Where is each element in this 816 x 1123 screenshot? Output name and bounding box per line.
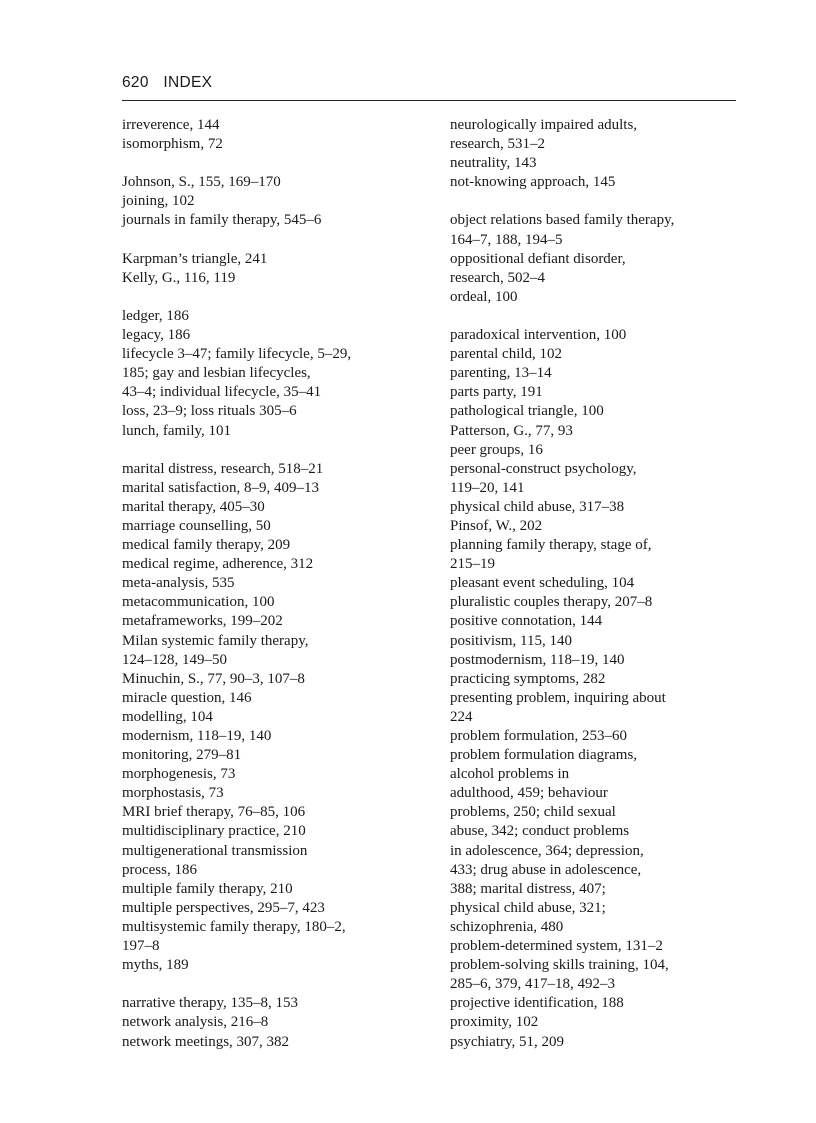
index-entry	[450, 536, 740, 574]
index-entry-text: problem-solving skills training, 104,	[450, 957, 669, 974]
index-entry	[122, 192, 422, 211]
index-entry-text: marital therapy, 405–30	[122, 498, 265, 515]
index-entry	[122, 670, 422, 689]
letter-group-gap	[122, 441, 422, 460]
index-entry-text: modelling, 104	[122, 708, 213, 725]
index-entry-continuation: 43–4; individual lifecycle, 35–41	[122, 384, 322, 401]
index-entry	[122, 555, 422, 574]
index-entry	[122, 250, 422, 269]
index-entry	[122, 135, 422, 154]
index-entry	[450, 727, 740, 746]
index-entry	[450, 632, 740, 651]
index-entry-text: legacy, 186	[122, 327, 191, 344]
index-entry-text: personal-construct psychology,	[450, 460, 637, 477]
index-entry-text: neutrality, 143	[450, 155, 537, 172]
index-entry	[122, 307, 422, 326]
index-entry	[450, 612, 740, 631]
index-entry-text: psychiatry, 51, 209	[450, 1033, 565, 1050]
index-entry-text: ordeal, 100	[450, 288, 518, 305]
index-entry-text: myths, 189	[122, 957, 189, 974]
running-header-title: INDEX	[163, 74, 213, 91]
index-entry	[122, 269, 422, 288]
index-entry	[122, 402, 422, 421]
running-header	[122, 74, 736, 101]
index-entry	[450, 1033, 740, 1052]
index-entry	[450, 364, 740, 383]
index-entry-text: loss, 23–9; loss rituals 305–6	[122, 403, 297, 420]
index-entry-text: Pinsof, W., 202	[450, 517, 543, 534]
index-entry-text: Patterson, G., 77, 93	[450, 422, 573, 439]
index-entry-text: multiple perspectives, 295–7, 423	[122, 899, 325, 916]
index-entry-text: projective identification, 188	[450, 995, 624, 1012]
index-entry-text: medical regime, adherence, 312	[122, 556, 314, 573]
index-entry	[122, 345, 422, 402]
index-entry-text: positivism, 115, 140	[450, 632, 572, 649]
index-entry	[450, 517, 740, 536]
index-entry	[122, 842, 422, 880]
index-entry	[450, 956, 740, 994]
index-entry-text: monitoring, 279–81	[122, 747, 242, 764]
index-entry	[122, 994, 422, 1013]
index-entry	[122, 211, 422, 230]
index-entry	[450, 574, 740, 593]
index-entry-text: problem formulation diagrams,	[450, 747, 638, 764]
index-entry-text: parenting, 13–14	[450, 365, 552, 382]
index-entry	[122, 632, 422, 670]
index-entry-continuation: 433; drug abuse in adolescence,	[450, 861, 642, 878]
index-entry-text: proximity, 102	[450, 1014, 539, 1031]
index-entry	[122, 784, 422, 803]
letter-group-gap	[122, 231, 422, 250]
index-entry-text: not-knowing approach, 145	[450, 174, 616, 191]
index-entry	[122, 746, 422, 765]
index-entry	[450, 670, 740, 689]
index-entry	[450, 173, 740, 192]
index-entry-text: oppositional defiant disorder,	[450, 250, 626, 267]
index-entry	[122, 593, 422, 612]
index-entry-text: morphostasis, 73	[122, 785, 224, 802]
index-entry-continuation: 119–20, 141	[450, 479, 525, 496]
index-entry-text: practicing symptoms, 282	[450, 670, 606, 687]
index-entry-text: lifecycle 3–47; family lifecycle, 5–29,	[122, 346, 352, 363]
index-entry-text: MRI brief therapy, 76–85, 106	[122, 804, 306, 821]
index-entry-text: parts party, 191	[450, 384, 543, 401]
index-entry	[122, 880, 422, 899]
index-entry-text: presenting problem, inquiring about	[450, 689, 666, 706]
index-entry-text: Kelly, G., 116, 119	[122, 269, 236, 286]
index-entry	[122, 479, 422, 498]
index-entry-text: meta-analysis, 535	[122, 575, 235, 592]
index-entry-text: network meetings, 307, 382	[122, 1033, 290, 1050]
index-entry-text: physical child abuse, 317–38	[450, 498, 625, 515]
index-entry	[450, 498, 740, 517]
index-entry	[122, 822, 422, 841]
index-entry-continuation: 224	[450, 708, 473, 725]
index-entry-text: joining, 102	[122, 193, 195, 210]
index-entry-text: morphogenesis, 73	[122, 766, 236, 783]
index-entry-continuation: in adolescence, 364; depression,	[450, 842, 644, 859]
index-entry-continuation: problems, 250; child sexual	[450, 804, 616, 821]
index-entry	[122, 326, 422, 345]
index-entry-text: multigenerational transmission	[122, 842, 308, 859]
index-entry-text: Milan systemic family therapy,	[122, 632, 309, 649]
index-entry	[450, 689, 740, 727]
index-entry	[122, 574, 422, 593]
index-entry	[450, 345, 740, 364]
index-entry	[450, 593, 740, 612]
index-entry	[122, 899, 422, 918]
index-entry-text: metacommunication, 100	[122, 594, 275, 611]
index-entry-text: miracle question, 146	[122, 689, 252, 706]
index-entry-continuation: physical child abuse, 321;	[450, 899, 606, 916]
index-entry	[122, 460, 422, 479]
index-entry-text: pluralistic couples therapy, 207–8	[450, 594, 653, 611]
index-entry-text: Minuchin, S., 77, 90–3, 107–8	[122, 670, 305, 687]
index-entry	[122, 956, 422, 975]
index-entry	[122, 918, 422, 956]
index-entry	[450, 937, 740, 956]
index-entry	[450, 288, 740, 307]
letter-group-gap	[450, 192, 740, 211]
index-entry-text: medical family therapy, 209	[122, 537, 291, 554]
index-entry-text: problem-determined system, 131–2	[450, 938, 663, 955]
index-entry-text: positive connotation, 144	[450, 613, 603, 630]
index-entry-continuation: 164–7, 188, 194–5	[450, 231, 563, 248]
index-entry-continuation: 388; marital distress, 407;	[450, 880, 606, 897]
index-entry	[450, 994, 740, 1013]
index-entry-text: marital satisfaction, 8–9, 409–13	[122, 479, 320, 496]
index-entry-text: marriage counselling, 50	[122, 517, 271, 534]
index-entry-text: Karpman’s triangle, 241	[122, 250, 268, 267]
index-entry-text: marital distress, research, 518–21	[122, 460, 324, 477]
index-entry-text: modernism, 118–19, 140	[122, 728, 272, 744]
index-entry-text: irreverence, 144	[122, 117, 220, 133]
index-entry-continuation: research, 502–4	[450, 269, 545, 286]
index-entry	[450, 441, 740, 460]
index-entry-text: postmodernism, 118–19, 140	[450, 651, 625, 668]
index-entry	[122, 1033, 422, 1052]
index-column-right	[450, 116, 740, 1052]
index-column-left	[122, 116, 422, 1052]
index-entry-continuation: research, 531–2	[450, 136, 545, 153]
index-entry-continuation: alcohol problems in	[450, 766, 570, 783]
index-entry	[122, 536, 422, 555]
letter-group-gap	[450, 307, 740, 326]
index-entry-continuation: schizophrenia, 480	[450, 918, 564, 935]
index-entry-continuation: adulthood, 459; behaviour	[450, 785, 608, 802]
index-entry	[450, 250, 740, 288]
index-entry	[122, 765, 422, 784]
index-entry	[122, 498, 422, 517]
index-entry-continuation: 285–6, 379, 417–18, 492–3	[450, 976, 615, 993]
index-entry-text: Johnson, S., 155, 169–170	[122, 174, 281, 191]
index-entry-text: neurologically impaired adults,	[450, 117, 638, 133]
index-entry-continuation: 215–19	[450, 556, 495, 573]
index-entry-text: object relations based family therapy,	[450, 212, 675, 229]
index-entry	[450, 116, 740, 154]
index-entry	[122, 173, 422, 192]
index-entry	[450, 460, 740, 498]
index-entry-text: ledger, 186	[122, 307, 189, 324]
index-entry-text: parental child, 102	[450, 346, 563, 363]
index-entry-continuation: 124–128, 149–50	[122, 651, 227, 668]
index-entry	[122, 517, 422, 536]
index-entry-text: isomorphism, 72	[122, 136, 223, 153]
index-entry	[450, 746, 740, 937]
index-entry	[450, 402, 740, 421]
index-entry-text: multiple family therapy, 210	[122, 880, 293, 897]
index-entry-text: narrative therapy, 135–8, 153	[122, 995, 299, 1012]
index-entry	[122, 727, 422, 746]
index-entry-text: metaframeworks, 199–202	[122, 613, 283, 630]
index-entry-text: pleasant event scheduling, 104	[450, 575, 635, 592]
index-entry	[450, 211, 740, 249]
index-entry-text: lunch, family, 101	[122, 422, 232, 439]
index-entry	[122, 803, 422, 822]
index-entry-text: problem formulation, 253–60	[450, 728, 628, 744]
index-entry	[450, 326, 740, 345]
index-entry-continuation: 197–8	[122, 938, 160, 955]
index-entry-text: journals in family therapy, 545–6	[122, 212, 322, 229]
index-entry	[450, 154, 740, 173]
index-entry	[122, 1013, 422, 1032]
index-entry	[122, 116, 422, 135]
index-entry-text: multidisciplinary practice, 210	[122, 823, 306, 840]
index-entry-text: planning family therapy, stage of,	[450, 537, 652, 554]
index-entry-continuation: abuse, 342; conduct problems	[450, 823, 630, 840]
index-entry	[450, 422, 740, 441]
index-entry	[450, 383, 740, 402]
letter-group-gap	[122, 975, 422, 994]
index-entry-continuation: process, 186	[122, 861, 197, 878]
index-entry-text: pathological triangle, 100	[450, 403, 604, 420]
index-entry-text: peer groups, 16	[450, 441, 543, 458]
index-entry	[122, 689, 422, 708]
index-entry	[122, 708, 422, 727]
index-entry	[122, 612, 422, 631]
index-entry-text: paradoxical intervention, 100	[450, 327, 627, 344]
index-entry-continuation: 185; gay and lesbian lifecycles,	[122, 365, 311, 382]
letter-group-gap	[122, 154, 422, 173]
letter-group-gap	[122, 288, 422, 307]
index-entry	[450, 651, 740, 670]
index-entry	[122, 422, 422, 441]
page-number: 620	[122, 74, 149, 91]
index-entry-text: network analysis, 216–8	[122, 1014, 269, 1031]
index-entry-text: multisystemic family therapy, 180–2,	[122, 918, 346, 935]
index-entry	[450, 1013, 740, 1032]
